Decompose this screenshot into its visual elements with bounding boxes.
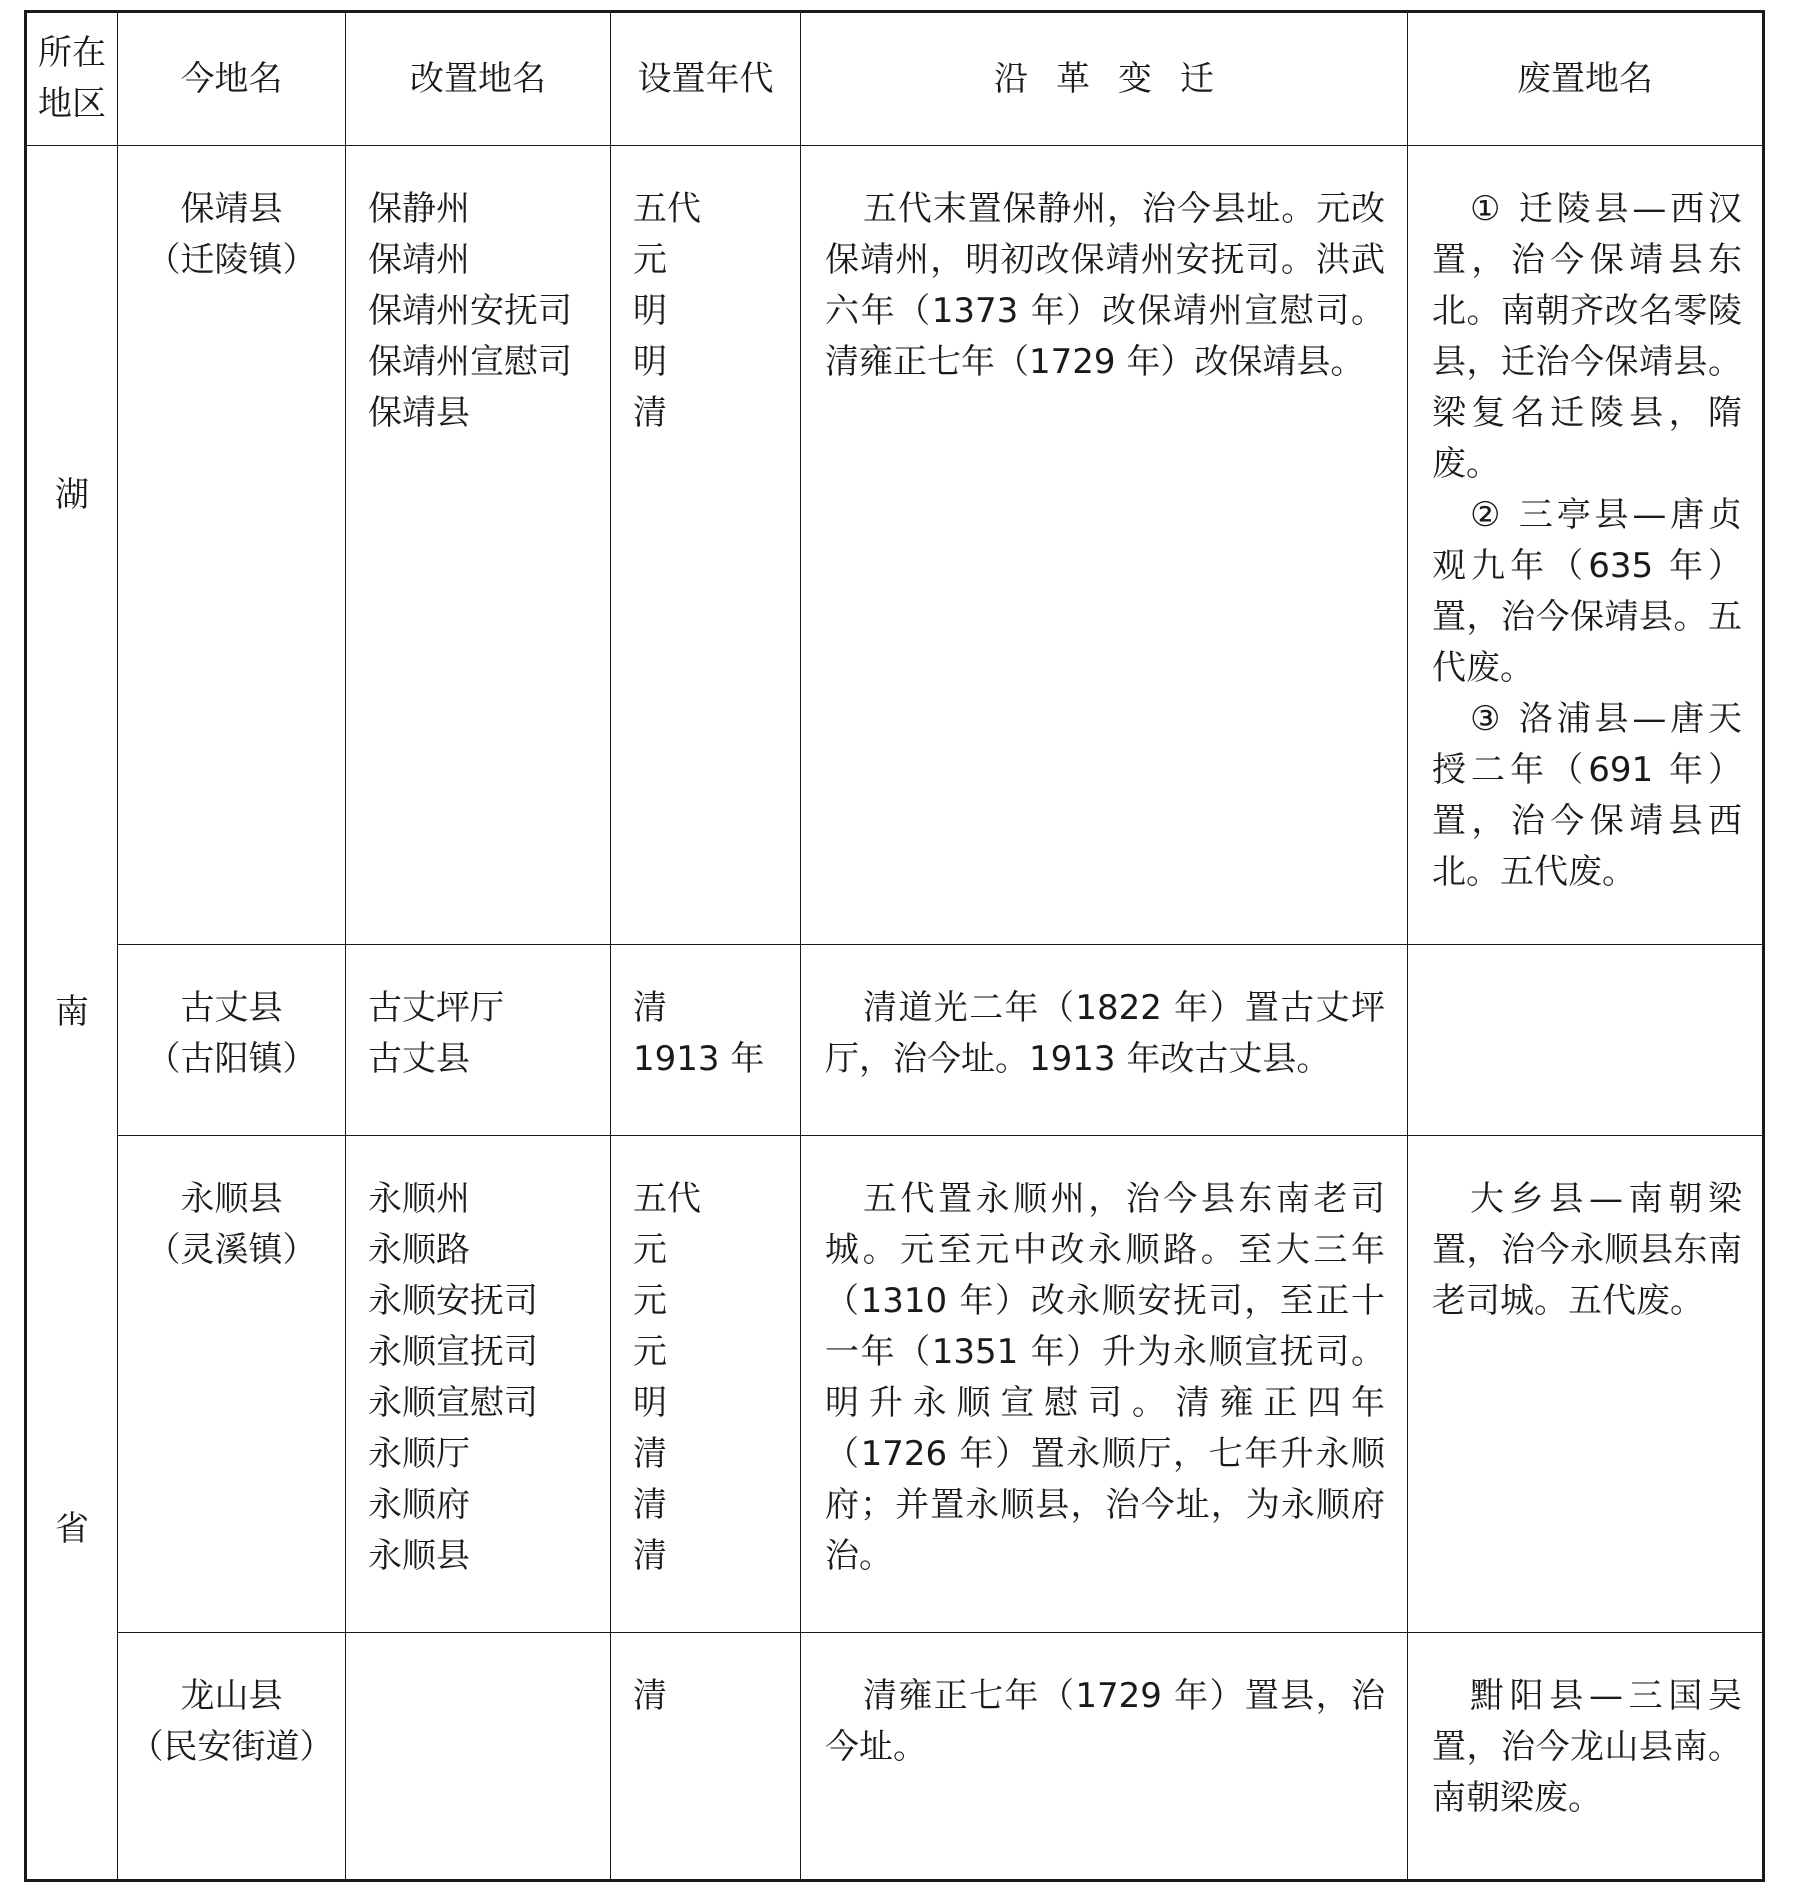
header-current-name: 今地名 [118, 12, 346, 146]
changed-names-cell [346, 1136, 611, 1633]
changed-names-cell [346, 945, 611, 1136]
seat-name: （灵溪镇） [146, 1230, 317, 1270]
era: 明 [633, 1383, 667, 1423]
era: 清 [633, 1536, 667, 1576]
seat-name: （民安街道） [129, 1727, 334, 1767]
current-name-cell [118, 1136, 346, 1633]
current-name-cell [118, 146, 346, 945]
era: 明 [633, 342, 667, 382]
changed-name: 永顺厅 [368, 1434, 470, 1474]
header-changed-names: 改置地名 [346, 12, 611, 146]
abolished-entry: ③ 洛浦县—唐天授二年（691 年）置，治今保靖县西北。五代废。 [1432, 699, 1742, 892]
era: 元 [633, 240, 667, 280]
region-char: 南 [55, 991, 89, 1032]
current-name: 保靖县 [180, 189, 283, 229]
table-row [26, 945, 1764, 1136]
era: 清 [633, 1676, 667, 1716]
table-row [26, 1633, 1764, 1881]
changed-name: 古丈坪厅 [368, 988, 504, 1028]
changed-name: 永顺州 [368, 1179, 470, 1219]
era-cell [611, 146, 801, 945]
changed-names-cell [346, 146, 611, 945]
header-region-line-1: 所在 [38, 33, 106, 73]
history-text: 清道光二年（1822 年）置古丈坪厅，治今址。1913 年改古丈县。 [825, 988, 1385, 1079]
history-text: 五代置永顺州，治今县东南老司城。元至元中改永顺路。至大三年（1310 年）改永顺安抚司，至正十一年（1351 年）升为永顺宣抚司。明升永顺宣慰司。清雍正四年（1726 年）置永顺厅，七年升永顺府；并置永顺县，治今址，为永顺府治。 [825, 1179, 1385, 1576]
gazetteer-table [24, 10, 1765, 1882]
changed-name: 保静州 [368, 189, 470, 229]
history-text: 五代末置保静州，治今县址。元改保靖州，明初改保靖州安抚司。洪武六年（1373 年）改保靖州宣慰司。清雍正七年（1729 年）改保靖县。 [825, 189, 1385, 382]
changed-name: 永顺宣慰司 [368, 1383, 538, 1423]
era: 明 [633, 291, 667, 331]
header-region-line-2: 地区 [38, 84, 106, 124]
abolished-cell [1408, 1633, 1764, 1881]
header-established: 设置年代 [611, 12, 801, 146]
changed-name: 保靖州 [368, 240, 470, 280]
table-row [26, 146, 1764, 945]
header-history [801, 12, 1408, 146]
region-char: 湖 [55, 475, 89, 516]
changed-name: 永顺府 [368, 1485, 470, 1525]
header-region [26, 12, 118, 146]
region-char: 省 [55, 1508, 89, 1549]
era: 清 [633, 393, 667, 433]
changed-name: 永顺县 [368, 1536, 470, 1576]
era: 元 [633, 1230, 667, 1270]
era: 五代 [633, 189, 701, 229]
current-name-cell [118, 945, 346, 1136]
seat-name: （迁陵镇） [146, 240, 317, 280]
era-cell [611, 945, 801, 1136]
era: 清 [633, 1485, 667, 1525]
abolished-cell [1408, 945, 1764, 1136]
era: 清 [633, 1434, 667, 1474]
era: 元 [633, 1332, 667, 1372]
changed-name: 永顺安抚司 [368, 1281, 538, 1321]
changed-name: 保靖州安抚司 [368, 291, 572, 331]
history-cell [801, 1633, 1408, 1881]
seat-name: （古阳镇） [146, 1039, 317, 1079]
history-text: 清雍正七年（1729 年）置县，治今址。 [825, 1676, 1385, 1767]
changed-name: 保靖州宣慰司 [368, 342, 572, 382]
changed-name: 古丈县 [368, 1039, 470, 1079]
header-abolished: 废置地名 [1408, 12, 1764, 146]
era: 1913 年 [633, 1039, 765, 1079]
header-history-text: 沿革变迁 [994, 58, 1242, 99]
era: 五代 [633, 1179, 701, 1219]
current-name: 永顺县 [180, 1179, 283, 1219]
changed-name: 保靖县 [368, 393, 470, 433]
era: 清 [633, 988, 667, 1028]
history-cell [801, 945, 1408, 1136]
era-cell [611, 1136, 801, 1633]
era-cell [611, 1633, 801, 1881]
abolished-entry: ② 三亭县—唐贞观九年（635 年）置，治今保靖县。五代废。 [1432, 495, 1742, 688]
changed-names-cell [346, 1633, 611, 1881]
era: 元 [633, 1281, 667, 1321]
current-name-cell [118, 1633, 346, 1881]
current-name: 龙山县 [180, 1676, 283, 1716]
header-row [26, 12, 1764, 146]
table-row [26, 1136, 1764, 1633]
region-cell [26, 146, 118, 1881]
changed-name: 永顺路 [368, 1230, 470, 1270]
abolished-cell [1408, 1136, 1764, 1633]
abolished-entry: 黚阳县—三国吴置，治今龙山县南。南朝梁废。 [1432, 1676, 1742, 1818]
changed-name: 永顺宣抚司 [368, 1332, 538, 1372]
current-name: 古丈县 [180, 988, 283, 1028]
abolished-cell [1408, 146, 1764, 945]
history-cell [801, 1136, 1408, 1633]
abolished-entry: 大乡县—南朝梁置，治今永顺县东南老司城。五代废。 [1432, 1179, 1742, 1321]
history-cell [801, 146, 1408, 945]
abolished-entry: ① 迁陵县—西汉置，治今保靖县东北。南朝齐改名零陵县，迁治今保靖县。梁复名迁陵县，隋废。 [1432, 189, 1742, 484]
